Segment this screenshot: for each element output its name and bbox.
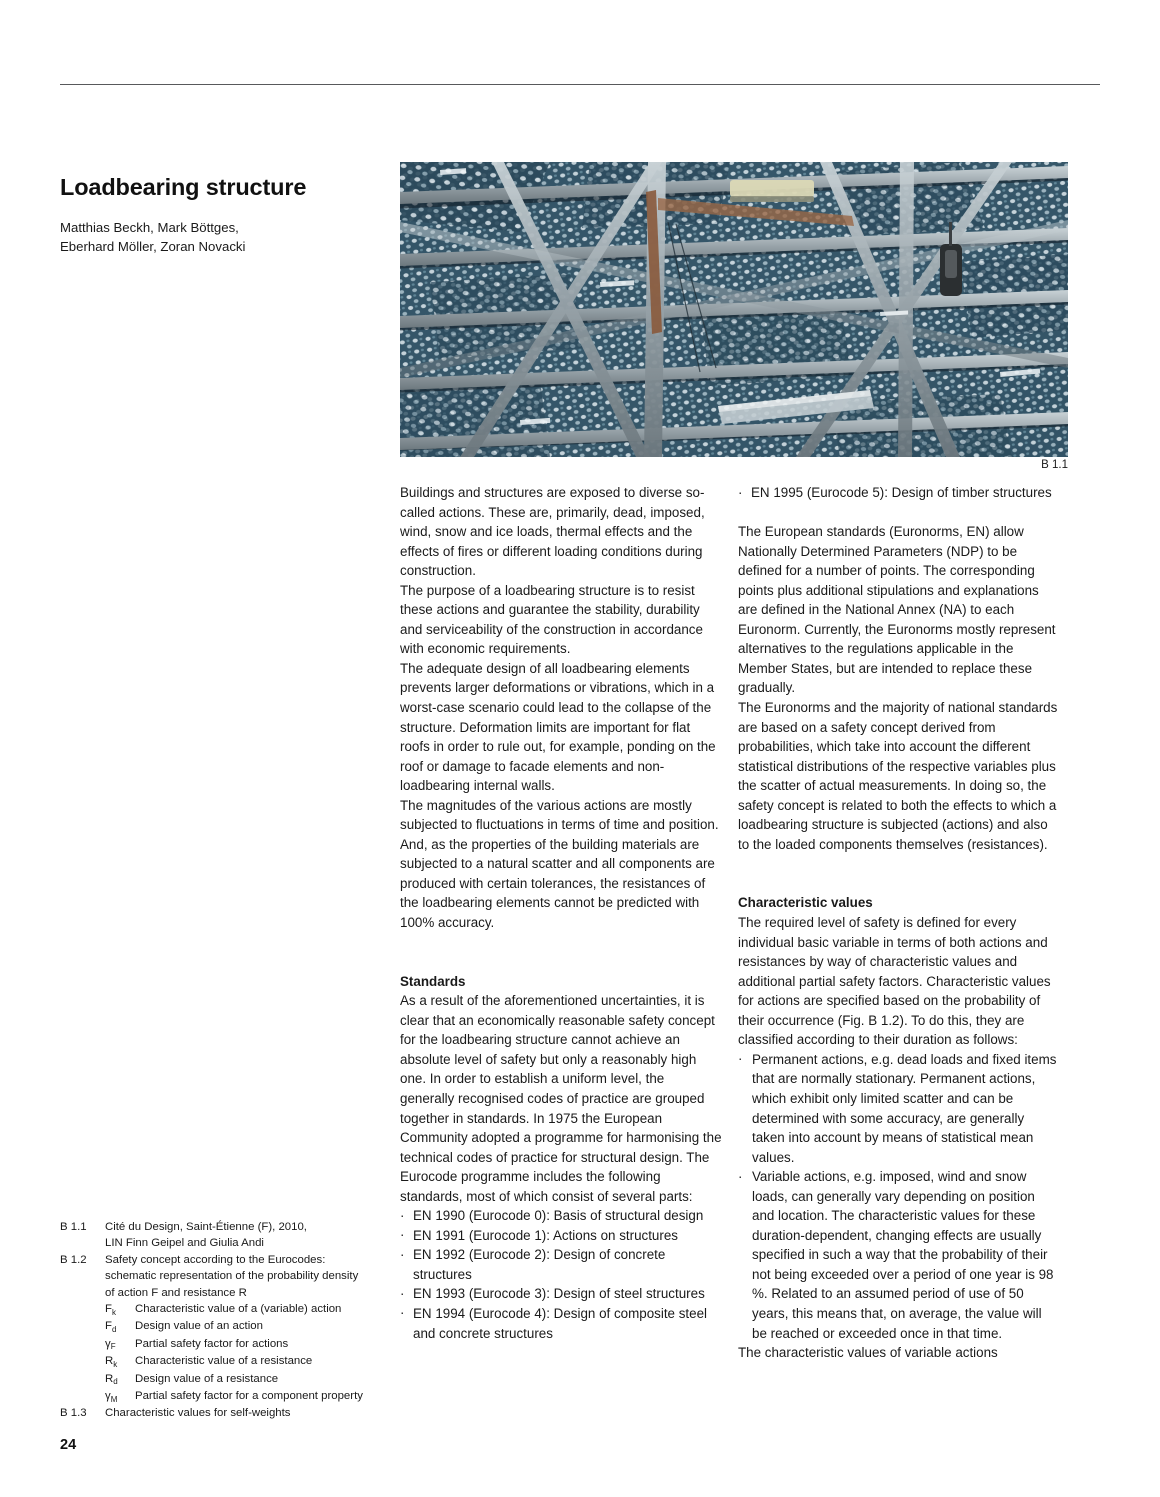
bullet-icon: ·: [400, 1285, 405, 1301]
paragraph: The magnitudes of the various actions are mostly subjected to fluctuations in terms of time and position. And, as the properties of the building materials are subjected to a natural scatter and all components are produced with certain tolerances, the resistances of the loadbearing elements cannot be predicted with 100% accuracy.: [400, 797, 719, 931]
list-item: [400, 1245, 722, 1284]
legend-symbol-row: [105, 1353, 390, 1370]
legend-key: B 1.1: [60, 1221, 87, 1233]
list-item-text: EN 1994 (Eurocode 4): Design of composite steel and concrete structures: [413, 1305, 708, 1341]
list-item: [738, 1167, 1060, 1343]
list-item-text: Permanent actions, e.g. dead loads and fixed items that are normally stationary. Permanent actions, which exhibit only limited scatter and can be determined with some accuracy, are generally taken into account by means of statistical mean values.: [752, 1051, 1057, 1165]
legend-symbol: $R_k$: [105, 1355, 118, 1369]
list-item: [400, 1284, 722, 1304]
bullet-icon: ·: [738, 1168, 743, 1184]
legend-symbol-text: Partial safety factor for actions: [135, 1337, 289, 1350]
list-item: [738, 1050, 1060, 1167]
list-item-text: EN 1991 (Eurocode 1): Actions on structures: [413, 1227, 678, 1243]
legend-symbol-text: Characteristic value of a (variable) action: [135, 1303, 342, 1316]
legend-symbol: $\gamma_M$: [105, 1390, 118, 1404]
page-number: 24: [60, 1437, 77, 1453]
paragraph: The purpose of a loadbearing structure is to resist these actions and guarantee the stability, durability and serviceability of the construction in accordance with economic requirements.: [400, 582, 703, 657]
legend-symbol: $F_k$: [105, 1303, 116, 1317]
standards-list-continued: [738, 483, 1060, 503]
legend-text: Safety concept according to the Eurocodes:: [105, 1253, 326, 1266]
list-item-text: EN 1993 (Eurocode 3): Design of steel structures: [413, 1286, 705, 1302]
characteristic-values-list: [738, 1050, 1060, 1343]
figure-credit: B 1.1: [1041, 459, 1068, 471]
legend-text: of action F and resistance R: [105, 1286, 247, 1299]
body-column-right: [738, 483, 1060, 1363]
legend-key: B 1.3: [60, 1407, 87, 1420]
list-item-text: Variable actions, e.g. imposed, wind and snow loads, can generally vary depending on position and location. The characteristic values for these duration-dependent, changing effects are usually specified in such a way that the probability of their not being exceeded over a period of one year is 98 %. Related to an assumed period of use of 50 years, this means that, on average, the value will be reached or exceeded once in that time.: [752, 1169, 1054, 1341]
header-rule: [60, 84, 1100, 85]
list-item: [400, 1304, 722, 1343]
paragraph: As a result of the aforementioned uncertainties, it is clear that an economically reasonable safety concept for the loadbearing structure cannot achieve an absolute level of safety but only a reasonably high one. In order to establish a uniform level, the generally recognised codes of practice are grouped together in standards. In 1975 the European Community adopted a programme for harmonising the technical codes of practice for structural design. The Eurocode programme includes the following standards, most of which consist of several parts:: [400, 993, 722, 1204]
paragraph: Buildings and structures are exposed to diverse so-called actions. These are, primarily, dead, imposed, wind, snow and ice loads, thermal effects and the effects of fires or different loading conditions during construction.: [400, 485, 705, 579]
list-item-text: EN 1990 (Eurocode 0): Basis of structural design: [413, 1208, 704, 1224]
standards-list: [400, 1206, 722, 1343]
legend-key: B 1.2: [60, 1253, 87, 1266]
legend-symbol-text: Characteristic value of a resistance: [135, 1355, 313, 1368]
author-line-1: Matthias Beckh, Mark Böttges,: [60, 220, 239, 235]
body-column-left: [400, 483, 722, 1343]
list-item: [400, 1206, 722, 1226]
legend-symbol: $R_d$: [105, 1372, 118, 1387]
legend-symbol: $F_d$: [105, 1320, 117, 1334]
legend-entry: [60, 1252, 390, 1268]
section-heading-standards: Standards: [400, 973, 466, 989]
legend-symbol-text: Partial safety factor for a component property: [135, 1390, 363, 1403]
legend-text: Cité du Design, Saint-Étienne (F), 2010,: [105, 1221, 307, 1233]
list-item-text: EN 1995 (Eurocode 5): Design of timber structures: [751, 485, 1052, 500]
paragraph: The adequate design of all loadbearing elements prevents larger deformations or vibrations, which in a worst-case scenario could lead to the collapse of the structure. Deformation limits are important for flat roofs in order to rule out, for example, ponding on the roof or damage to facade elements and non-loadbearing internal walls.: [400, 660, 716, 794]
bullet-icon: ·: [400, 1227, 405, 1243]
legend-text: Characteristic values for self-weights: [105, 1407, 291, 1420]
legend-symbol-row: [105, 1336, 390, 1353]
steel-lattice-roof-photo: [400, 162, 1068, 457]
bullet-icon: ·: [400, 1246, 405, 1262]
list-item-text: EN 1992 (Eurocode 2): Design of concrete structures: [413, 1247, 666, 1282]
legend-symbol-row: [105, 1318, 390, 1335]
bullet-icon: ·: [738, 484, 743, 500]
list-item: [400, 1226, 722, 1246]
author-line-2: Eberhard Möller, Zoran Novacki: [60, 238, 246, 254]
paragraph: The required level of safety is defined for every individual basic variable in terms of both actions and resistances by way of characteristic values and additional partial safety factors. Characteristic values for actions are specified based on the probability of their occurrence (Fig. B 1.2). To do this, they are classified according to their duration as follows:: [738, 915, 1051, 1048]
bullet-icon: ·: [400, 1305, 405, 1321]
legend-symbol-text: Design value of a resistance: [135, 1372, 279, 1385]
legend-text: LIN Finn Geipel and Giulia Andi: [105, 1237, 264, 1250]
legend-symbol-row: [105, 1301, 390, 1318]
paragraph: The European standards (Euronorms, EN) allow Nationally Determined Parameters (NDP) to be defined for a number of points. The corresponding points plus additional stipulations and explanations are defined in the National Annex (NA) to each Euronorm. Currently, the Euronorms mostly represent alternatives to the regulations applicable in the Member States, but are intended to replace these gradually.: [738, 524, 1056, 696]
section-heading-characteristic-values: Characteristic values: [738, 895, 873, 911]
legend-entry: [60, 1405, 390, 1421]
paragraph: The Euronorms and the majority of national standards are based on a safety concept derived from probabilities, which take into account the different statistical distributions of the respective variables plus the scatter of actual measurements. In doing so, the safety concept is related to both the effects to which a loadbearing structure is subjected (actions) and also to the loaded components themselves (resistances).: [738, 700, 1058, 852]
bullet-icon: ·: [738, 1051, 743, 1067]
legend-symbol-row: [105, 1388, 390, 1405]
page-title: Loadbearing structure: [60, 173, 307, 200]
figure-legend: [60, 1219, 390, 1422]
author-list: [60, 219, 390, 256]
paragraph-tail: The characteristic values of variable actions: [738, 1345, 998, 1361]
legend-entry: [60, 1219, 390, 1235]
legend-symbol: $\gamma_F$: [105, 1337, 116, 1352]
legend-text: schematic representation of the probability density: [105, 1270, 359, 1283]
bullet-icon: ·: [400, 1207, 405, 1223]
legend-symbol-row: [105, 1371, 390, 1388]
list-item: [738, 483, 1060, 503]
legend-symbol-text: Design value of an action: [135, 1320, 263, 1333]
